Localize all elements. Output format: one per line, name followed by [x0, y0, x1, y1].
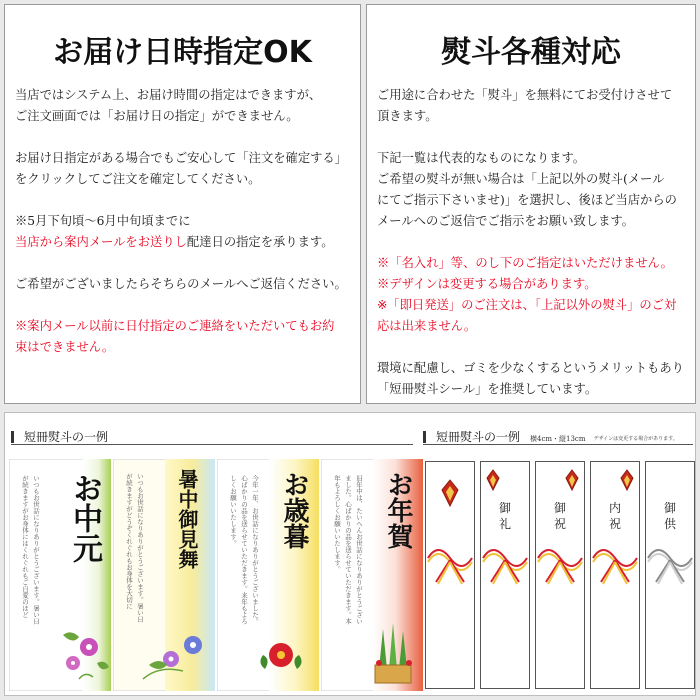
noshi-title: 熨斗各種対応	[441, 35, 621, 70]
text-line: 頂きます。	[377, 109, 438, 123]
mizuhiki-icon	[593, 550, 637, 584]
heading-bar	[423, 431, 426, 443]
delivery-para-2	[15, 148, 354, 190]
noshi-strip-orei	[480, 461, 530, 689]
noshi-decoration	[646, 462, 694, 688]
mizuhiki-icon	[538, 550, 582, 584]
noshi-label	[591, 500, 639, 532]
noshi-label	[481, 500, 529, 532]
heading-title: 短冊熨斗の一例	[436, 430, 521, 444]
text-line: 配達日の指定を承ります。	[186, 235, 334, 249]
label-char: 御	[498, 501, 511, 515]
card-title: お歳暮	[279, 471, 309, 549]
label-char: 祝	[553, 517, 566, 531]
delivery-date-title: お届け日時指定OK	[53, 35, 312, 70]
noshi-ornament-icon	[442, 480, 458, 506]
noshi-decoration	[481, 462, 529, 688]
card-message: 旧年中は、たいへんお世話になりありがとうございました。心ばかりの品を送らせていただきます。本年もよろしくお願いいたします。	[333, 475, 363, 625]
noshi-strip-plain	[425, 461, 475, 689]
text-line: 環境に配慮し、ゴミを少なくするというメリットもあり	[377, 361, 684, 375]
card-message: いつもお世話になりありがとうございます。暑い日が続きますがお身体にはくれぐれもご自愛のほど	[21, 475, 40, 625]
delivery-red-note	[15, 316, 354, 358]
noshi-label	[646, 500, 694, 532]
text-line: メールへのご返信でご指示をお願い致します。	[377, 214, 635, 228]
mizuhiki-icon	[648, 550, 692, 584]
noshi-strip-uchiiwai	[590, 461, 640, 689]
delivery-para-3	[15, 211, 354, 253]
card-title: お年賀	[383, 471, 413, 549]
noshi-para-3	[377, 358, 689, 400]
mizuhiki-icon	[483, 550, 527, 584]
card-message: いつもお世話になりありがとうございます。暑い日が続きますがどうぞくれぐれもお身体を大切に	[125, 473, 144, 623]
tanzaku-shochu	[113, 459, 215, 691]
card-title: 暑中御見舞	[175, 469, 199, 569]
tanzaku-ochugen	[9, 459, 111, 691]
noshi-strip-okyou	[645, 461, 695, 689]
noshi-red-notes	[377, 253, 689, 337]
heading-size: 横4cm・縦13cm	[530, 435, 586, 443]
text-line: にてご指示下さいませ)」を選択し、後ほど当店からの	[377, 193, 677, 207]
text-line: ご注文画面では「お届け日の指定」ができません。	[15, 109, 299, 123]
mizuhiki-icon	[428, 550, 472, 584]
delivery-para-4	[15, 274, 354, 295]
label-char: 御	[553, 501, 566, 515]
heading-title: 短冊熨斗の一例	[24, 430, 109, 444]
card-message: 今年一年、お世話になりありがとうございました。心ばかりの品を送らせていただきます。来年もよろしくお願いいたします。	[229, 475, 259, 625]
red-text: ※案内メール以前に日付指定のご連絡をいただいてもお約	[15, 319, 335, 333]
label-char: 祝	[608, 517, 621, 531]
red-text: 応は出来ません。	[377, 319, 477, 333]
label-char: 御	[663, 501, 676, 515]
delivery-date-panel	[4, 4, 361, 404]
text-line: 下記一覧は代表的なものになります。	[377, 151, 586, 165]
sample-heading-left	[11, 431, 413, 445]
noshi-para-1	[377, 85, 689, 127]
noshi-panel	[366, 4, 696, 404]
samples-section	[0, 408, 700, 700]
noshi-decoration	[536, 462, 584, 688]
text-line: お届け日指定がある場合でもご安心して「注文を確定する」	[15, 151, 348, 165]
tanzaku-onenga	[321, 459, 423, 691]
text-line: ※5月下旬頃〜6月中旬頃までに	[15, 214, 191, 228]
text-line: ご用途に合わせた「熨斗」を無料にてお受付けさせて	[377, 88, 673, 102]
label-char: 内	[608, 501, 621, 515]
samples-frame	[4, 412, 696, 696]
red-text: 当店から案内メールをお送りし	[15, 235, 187, 249]
text-line: ご希望がございましたらそちらのメールへご返信ください。	[15, 277, 347, 291]
noshi-body	[377, 85, 689, 421]
red-text: ※デザインは変更する場合があります。	[377, 277, 597, 291]
noshi-decoration	[591, 462, 639, 688]
text-line: 当店ではシステム上、お届け時間の指定はできますが、	[15, 88, 322, 102]
noshi-ornament-icon	[621, 470, 633, 490]
label-char: 礼	[498, 517, 511, 531]
red-text: ※「即日発送」のご注文は、「上記以外の熨斗」のご対	[377, 298, 677, 312]
red-text: 束はできません。	[15, 340, 115, 354]
card-title: お中元	[67, 473, 102, 563]
noshi-ornament-icon	[487, 470, 499, 490]
noshi-para-2	[377, 148, 689, 232]
noshi-ornament-icon	[566, 470, 578, 490]
noshi-strip-oiwai	[535, 461, 585, 689]
heading-note: デザインは変更する場合があります。	[593, 436, 678, 442]
delivery-date-body	[15, 85, 354, 379]
heading-bar	[11, 431, 14, 443]
noshi-label	[536, 500, 584, 532]
tanzaku-oseibo	[217, 459, 319, 691]
noshi-decoration	[426, 462, 474, 688]
red-text: ※「名入れ」等、のし下のご指定はいただけません。	[377, 256, 673, 270]
text-line: をクリックしてご注文を確定してください。	[15, 172, 261, 186]
text-line: 「短冊熨斗シール」を推奨しています。	[377, 382, 598, 396]
label-char: 供	[663, 517, 676, 531]
delivery-para-1	[15, 85, 354, 127]
sample-heading-right	[423, 431, 693, 445]
text-line: ご希望の熨斗が無い場合は「上記以外の熨斗(メール	[377, 172, 665, 186]
